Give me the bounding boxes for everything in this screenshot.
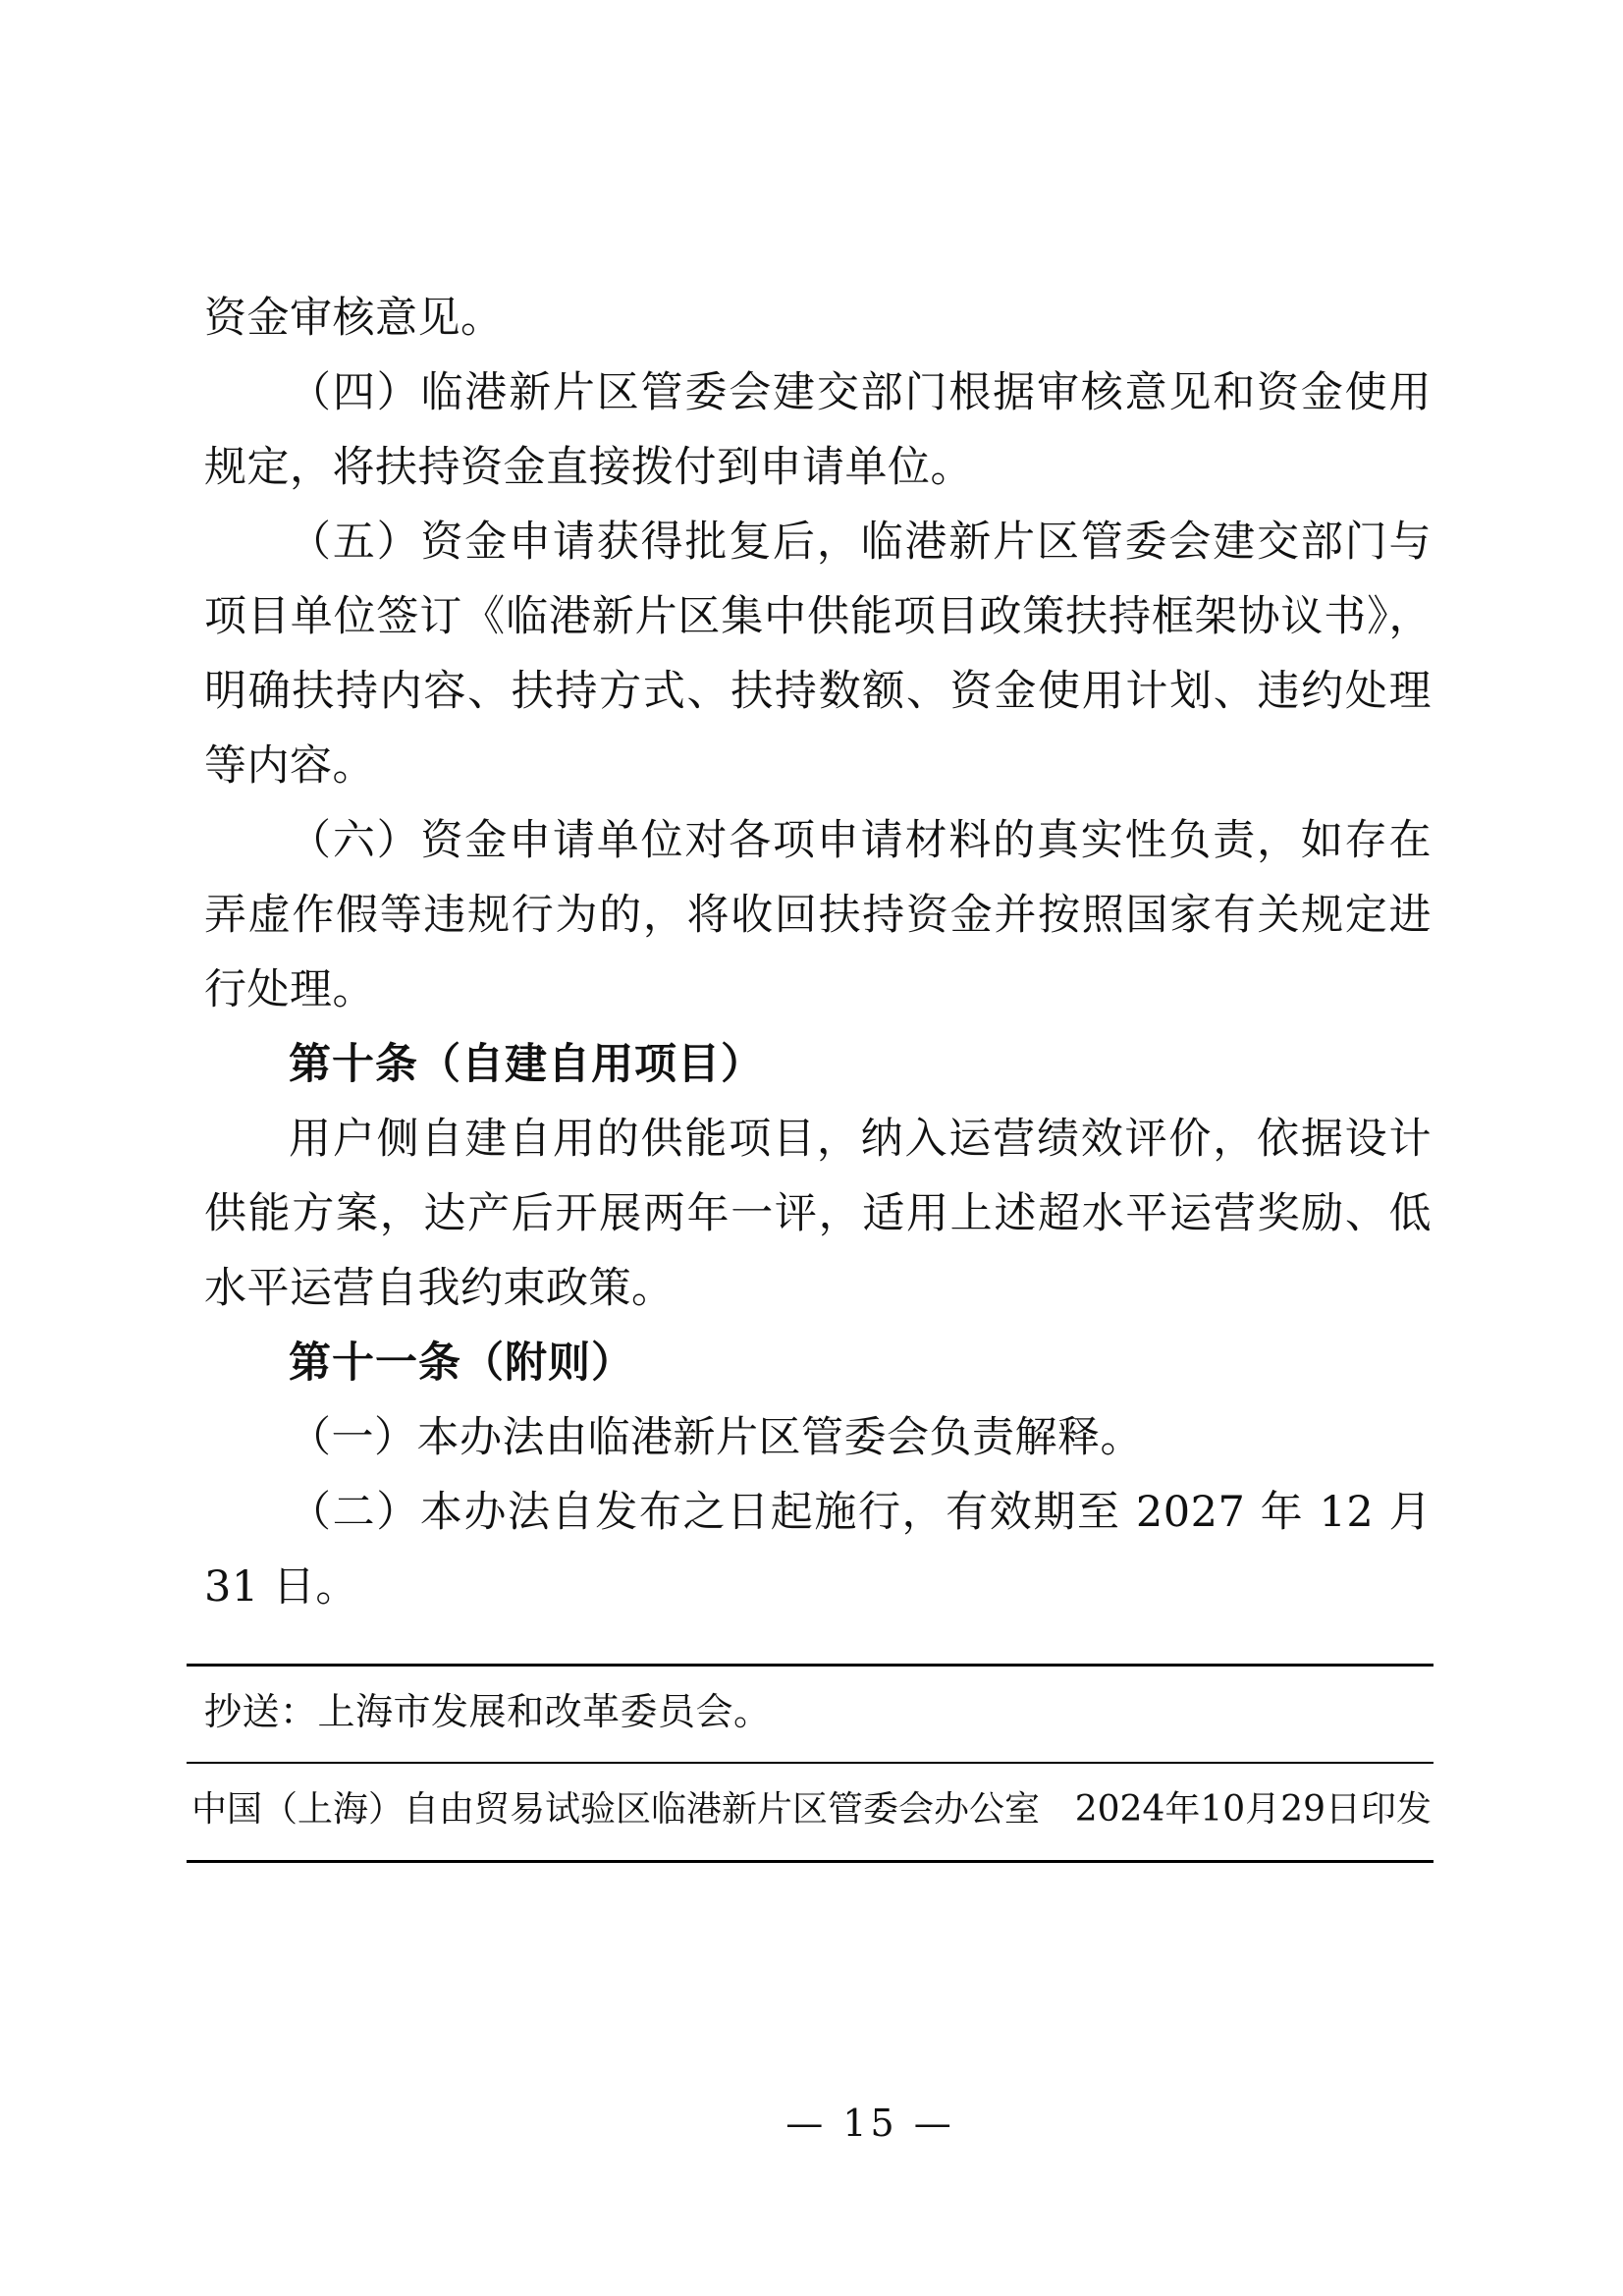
- paragraph-item-six: （六）资金申请单位对各项申请材料的真实性负责，如存在弄虚作假等违规行为的，将收回扶持资金并按照国家有关规定进行处理。: [204, 816, 1432, 1014]
- paragraph-continued: 资金审核意见。: [204, 294, 504, 343]
- footer-cc-text: 抄送：上海市发展和改革委员会。: [204, 1690, 772, 1733]
- paragraph-article-ten-body: 用户侧自建自用的供能项目，纳入运营绩效评价，依据设计供能方案，达产后开展两年一评，适用上述超水平运营奖励、低水平运营自我约束政策。: [204, 1115, 1432, 1313]
- paragraph-article-eleven-item-two: （二）本办法自发布之日起施行，有效期至 2027 年 12 月 31 日。: [204, 1488, 1446, 1612]
- heading-article-eleven: 第十一条（附则）: [289, 1339, 634, 1388]
- heading-article-ten: 第十条（自建自用项目）: [289, 1040, 764, 1089]
- document-body: [204, 281, 1446, 1624]
- footer-issuer-text: 中国（上海）自由贸易试验区临港新片区管委会办公室: [191, 1789, 1041, 1830]
- paragraph-item-four: （四）临港新片区管委会建交部门根据审核意见和资金使用规定，将扶持资金直接拨付到申请单位。: [204, 368, 1432, 492]
- footer-divider-bottom: [187, 1860, 1434, 1863]
- paragraph-item-five: （五）资金申请获得批复后，临港新片区管委会建交部门与项目单位签订《临港新片区集中供能项目政策扶持框架协议书》，明确扶持内容、扶持方式、扶持数额、资金使用计划、违约处理等内容。: [204, 518, 1432, 791]
- page-number: — 15 —: [785, 2102, 955, 2145]
- footer-divider-top: [187, 1664, 1434, 1667]
- paragraph-article-eleven-item-one: （一）本办法由临港新片区管委会负责解释。: [289, 1413, 1143, 1462]
- footer-print-date: 2024年10月29日印发: [1074, 1789, 1432, 1830]
- footer-divider-middle: [187, 1762, 1434, 1764]
